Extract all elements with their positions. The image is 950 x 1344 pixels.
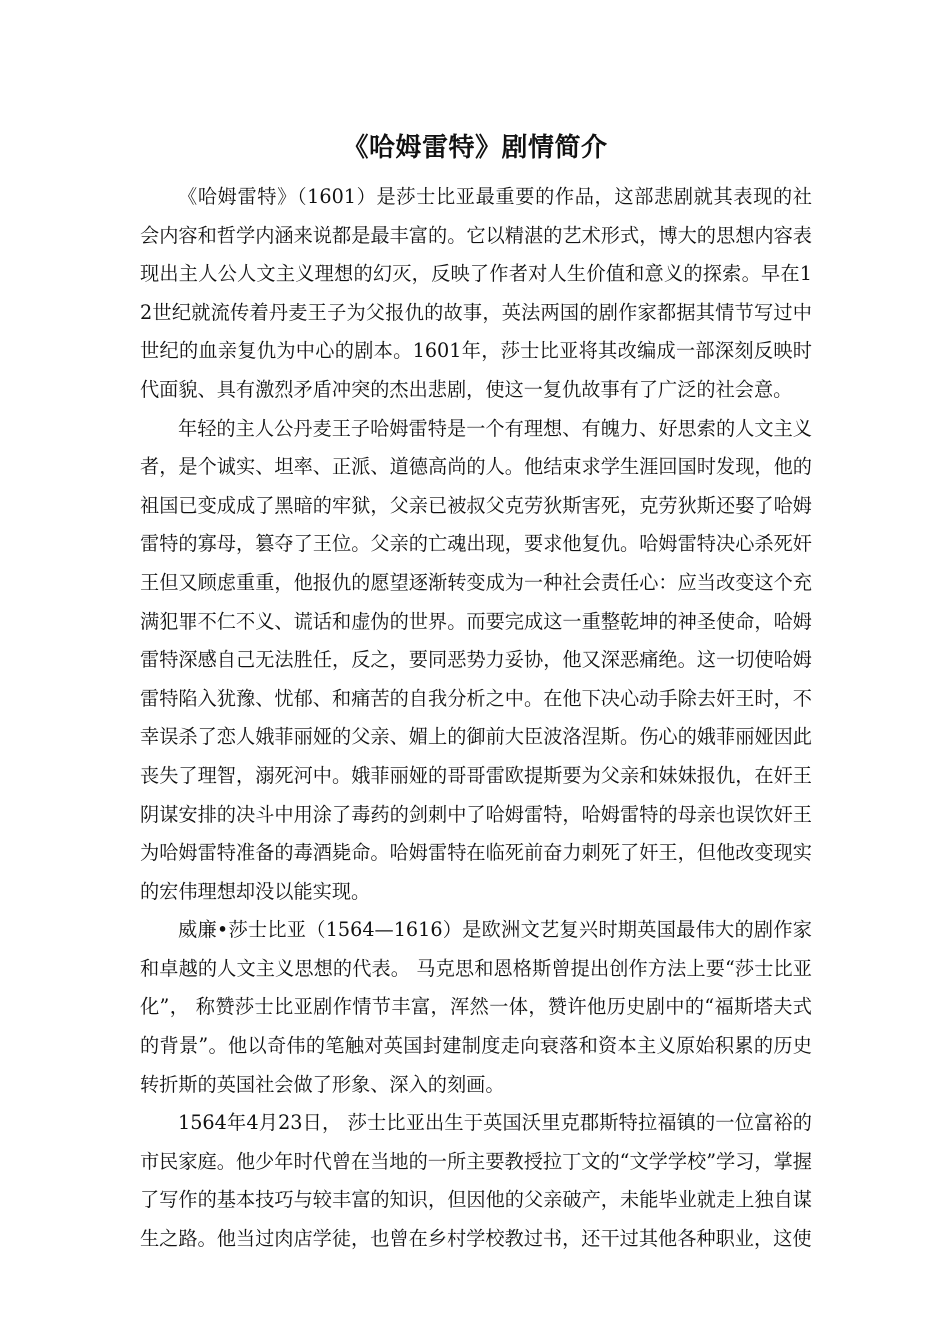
paragraph-hamlet-overview: 《哈姆雷特》（1601）是莎士比亚最重要的作品，这部悲剧就其表现的社会内容和哲学内涵来说都是最丰富的。它以精湛的艺术形式，博大的思想内容表现出主人公人文主义理想的幻灭，反映了作者对人生价值和意义的探索。早在12世纪就流传着丹麦王子为父报仇的故事，英法两国的剧作家都据其情节写过中世纪的血亲复仇为中心的剧本。1601年，莎士比亚将其改编成一部深刻反映时代面貌、具有激烈矛盾冲突的杰出悲剧，使这一复仇故事有了广泛的社会意。	[140, 185, 812, 401]
paragraph-plot-summary: 年轻的主人公丹麦王子哈姆雷特是一个有理想、有魄力、好思索的人文主义者，是个诚实、坦率、正派、道德高尚的人。他结束求学生涯回国时发现，他的祖国已变成成了黑暗的牢狱，父亲已被叔父克劳狄斯害死，克劳狄斯还娶了哈姆雷特的寡母，篡夺了王位。父亲的亡魂出现，要求他复仇。哈姆雷特决心杀死奸王但又顾虑重重，他报仇的愿望逐渐转变成为一种社会责任心：应当改变这个充满犯罪不仁不义、谎话和虚伪的世界。而要完成这一重整乾坤的神圣使命，哈姆雷特深感自己无法胜任，反之，要同恶势力妥协，他又深恶痛绝。这一切使哈姆雷特陷入犹豫、忧郁、和痛苦的自我分析之中。在他下决心动手除去奸王时，不幸误杀了恋人娥菲丽娅的父亲、媚上的御前大臣波洛涅斯。伤心的娥菲丽娅因此丧失了理智，溺死河中。娥菲丽娅的哥哥雷欧提斯要为父亲和妹妹报仇，在奸王阴谋安排的决斗中用涂了毒药的剑刺中了哈姆雷特，哈姆雷特的母亲也误饮奸王为哈姆雷特准备的毒酒毙命。哈姆雷特在临死前奋力刺死了奸王，但他改变现实的宏伟理想却没以能实现。	[140, 416, 812, 903]
document-body	[140, 178, 812, 1259]
document-title: 《哈姆雷特》剧情简介	[342, 133, 608, 163]
paragraph-shakespeare-intro: 威廉•莎士比亚（1564—1616）是欧洲文艺复兴时期英国最伟大的剧作家和卓越的人文主义思想的代表。 马克思和恩格斯曾提出创作方法上要“莎士比亚化”， 称赞莎士比亚剧作情节丰富，浑然一体，赞许他历史剧中的“福斯塔夫式的背景”。他以奇伟的笔触对英国封建制度走向衰落和资本主义原始积累的历史转折斯的英国社会做了形象、深入的刻画。	[140, 918, 812, 1096]
paragraph-shakespeare-biography: 1564年4月23日， 莎士比亚出生于英国沃里克郡斯特拉福镇的一位富裕的市民家庭。他少年时代曾在当地的一所主要教授拉丁文的“文学学校”学习，掌握了写作的基本技巧与较丰富的知识，但因他的父亲破产，未能毕业就走上独自谋生之路。他当过肉店学徒，也曾在乡村学校教过书，还干过其他各种职业，这使	[140, 1111, 812, 1251]
